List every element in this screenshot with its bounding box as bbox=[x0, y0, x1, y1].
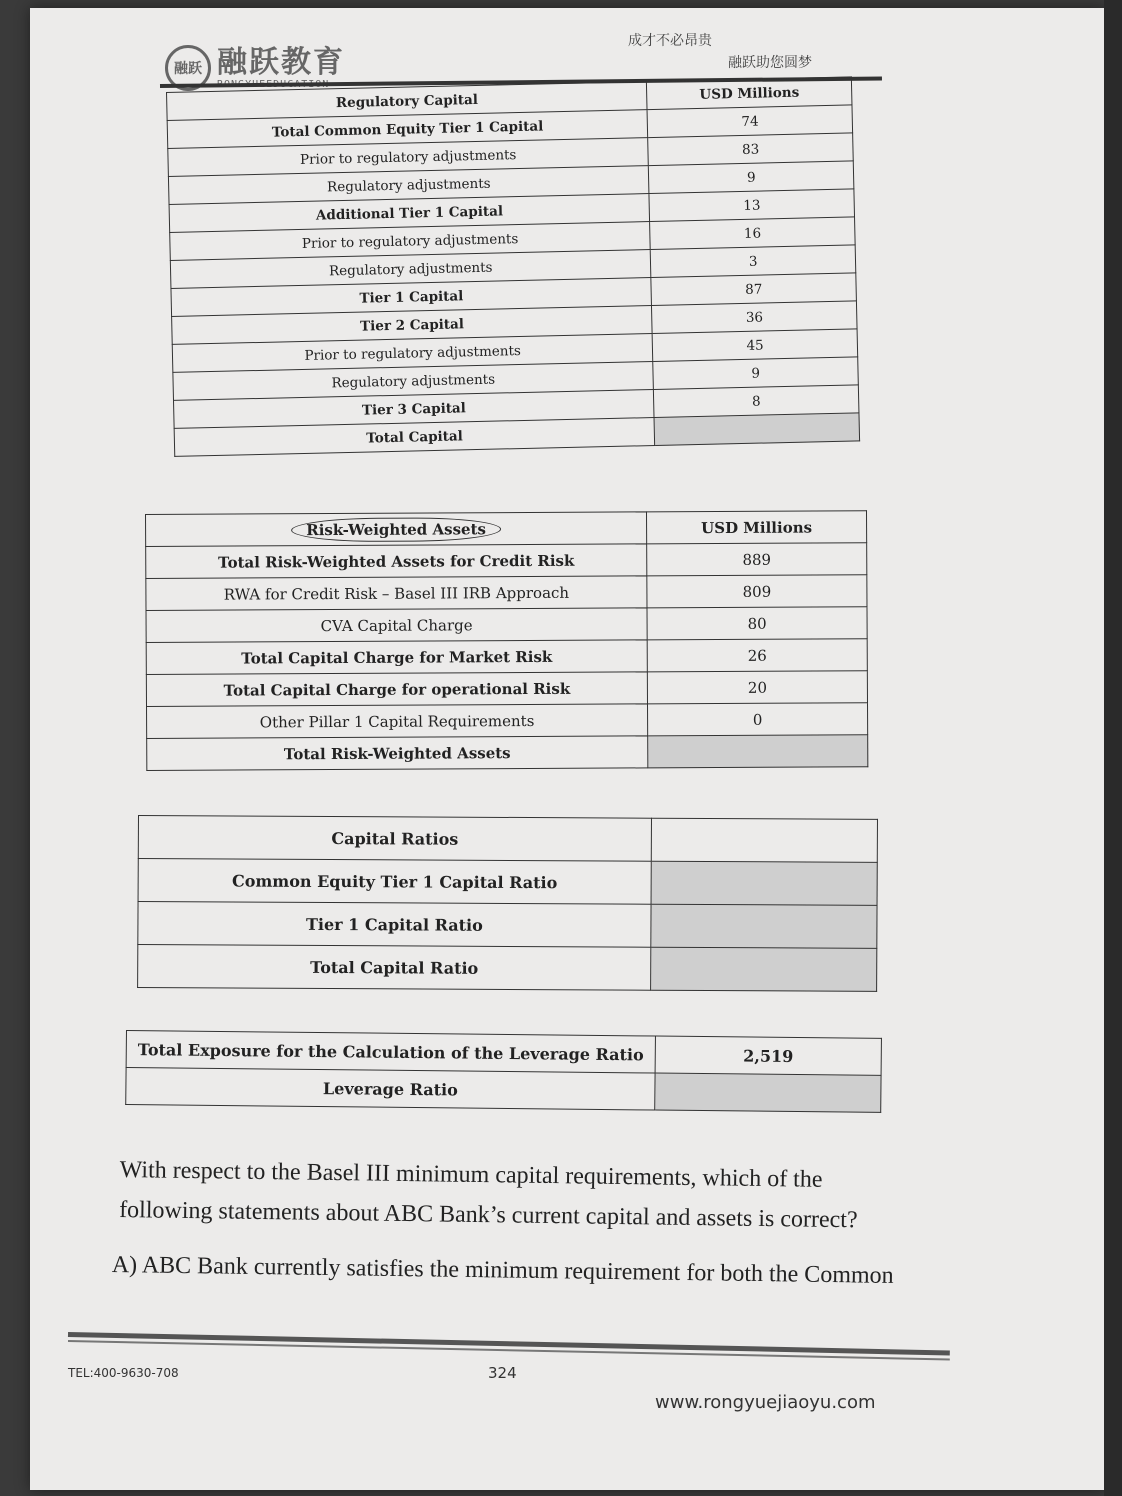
row-value: 9 bbox=[653, 357, 858, 390]
table-row bbox=[138, 902, 877, 949]
row-label: Prior to regulatory adjustments bbox=[168, 138, 649, 177]
row-label: Total Capital Charge for operational Risk bbox=[146, 672, 647, 707]
row-value: 13 bbox=[649, 189, 854, 222]
row-value: 26 bbox=[647, 639, 867, 672]
row-label: RWA for Credit Risk – Basel III IRB Approach bbox=[146, 576, 647, 611]
slogan-line-2: 融跃助您圆梦 bbox=[728, 55, 812, 71]
row-value: 80 bbox=[647, 607, 867, 640]
row-value-blank bbox=[651, 861, 877, 905]
row-label: Total Capital Ratio bbox=[138, 945, 651, 991]
row-value: 45 bbox=[652, 329, 857, 362]
row-value: 83 bbox=[648, 133, 853, 166]
row-label: Regulatory adjustments bbox=[168, 166, 649, 205]
row-value: 9 bbox=[649, 161, 854, 194]
row-label: Total Risk-Weighted Assets bbox=[147, 736, 648, 771]
slogan-line-1: 成才不必昂贵 bbox=[628, 33, 712, 49]
row-value: 8 bbox=[654, 385, 859, 418]
row-label: Additional Tier 1 Capital bbox=[169, 194, 650, 233]
row-value: 3 bbox=[651, 245, 856, 278]
table-row bbox=[146, 639, 867, 675]
table-header-label: Regulatory Capital bbox=[167, 82, 648, 121]
row-label: Prior to regulatory adjustments bbox=[172, 334, 653, 373]
question-text bbox=[119, 1150, 910, 1241]
row-label: Total Capital bbox=[174, 418, 655, 457]
table-row bbox=[146, 607, 867, 643]
capital-ratios-table bbox=[137, 815, 878, 992]
table-row bbox=[138, 945, 877, 992]
row-value-blank bbox=[651, 904, 877, 948]
row-label: Regulatory adjustments bbox=[173, 362, 654, 401]
row-label: Tier 1 Capital bbox=[171, 278, 652, 317]
row-label: Leverage Ratio bbox=[126, 1068, 655, 1111]
table-row bbox=[126, 1068, 881, 1113]
row-value: 16 bbox=[650, 217, 855, 250]
question-line-2: following statements about ABC Bank’s current capital and assets is correct? bbox=[118, 1196, 858, 1234]
question-line-1: With respect to the Basel III minimum capital requirements, which of the bbox=[119, 1156, 823, 1193]
row-label: Tier 2 Capital bbox=[172, 306, 653, 345]
row-value: 87 bbox=[651, 273, 856, 306]
row-value: 2,519 bbox=[655, 1036, 881, 1075]
row-value: 74 bbox=[647, 105, 852, 138]
row-label: Tier 1 Capital Ratio bbox=[138, 902, 651, 948]
row-label: Total Capital Charge for Market Risk bbox=[146, 640, 647, 675]
row-label: Total Risk-Weighted Assets for Credit Risk bbox=[146, 544, 647, 579]
row-value-blank bbox=[654, 413, 859, 446]
row-label: CVA Capital Charge bbox=[146, 608, 647, 643]
table-row bbox=[147, 735, 868, 771]
row-label: Total Common Equity Tier 1 Capital bbox=[167, 110, 648, 149]
row-value-blank bbox=[651, 947, 877, 991]
rwa-table bbox=[145, 510, 868, 771]
footer-url: www.rongyuejiaoyu.com bbox=[655, 1392, 876, 1413]
row-label: Prior to regulatory adjustments bbox=[170, 222, 651, 261]
table-header-unit: USD Millions bbox=[647, 77, 852, 110]
table-row bbox=[146, 575, 867, 611]
option-a: A) ABC Bank currently satisfies the minimum requirement for both the Common bbox=[111, 1252, 894, 1289]
table-header-label: Capital Ratios bbox=[138, 816, 651, 862]
row-value-blank bbox=[655, 1073, 881, 1112]
row-value: 20 bbox=[647, 671, 867, 704]
row-value: 36 bbox=[652, 301, 857, 334]
row-label: Regulatory adjustments bbox=[170, 250, 651, 289]
row-label: Common Equity Tier 1 Capital Ratio bbox=[138, 859, 651, 905]
table-row bbox=[138, 859, 877, 906]
logo-mark: 融跃 bbox=[165, 45, 211, 91]
row-label: Other Pillar 1 Capital Requirements bbox=[147, 704, 648, 739]
row-value: 889 bbox=[647, 543, 867, 576]
page-number: 324 bbox=[488, 1364, 517, 1382]
table-row bbox=[146, 543, 867, 579]
table-header-label: Risk-Weighted Assets bbox=[291, 517, 501, 542]
row-label: Tier 3 Capital bbox=[173, 390, 654, 429]
footer-tel: TEL:400-9630-708 bbox=[68, 1366, 179, 1380]
row-value: 0 bbox=[648, 703, 868, 736]
logo-cn-text: 融跃教育 bbox=[217, 44, 345, 80]
page-edge bbox=[1104, 0, 1122, 1496]
table-row bbox=[146, 671, 867, 707]
leverage-table bbox=[125, 1030, 882, 1113]
table-header-unit: USD Millions bbox=[646, 511, 866, 544]
table-header-blank bbox=[651, 818, 877, 862]
regulatory-capital-table bbox=[166, 76, 860, 456]
table-row bbox=[147, 703, 868, 739]
row-value-blank bbox=[648, 735, 868, 768]
row-label: Total Exposure for the Calculation of the Leverage Ratio bbox=[126, 1031, 655, 1074]
row-value: 809 bbox=[647, 575, 867, 608]
